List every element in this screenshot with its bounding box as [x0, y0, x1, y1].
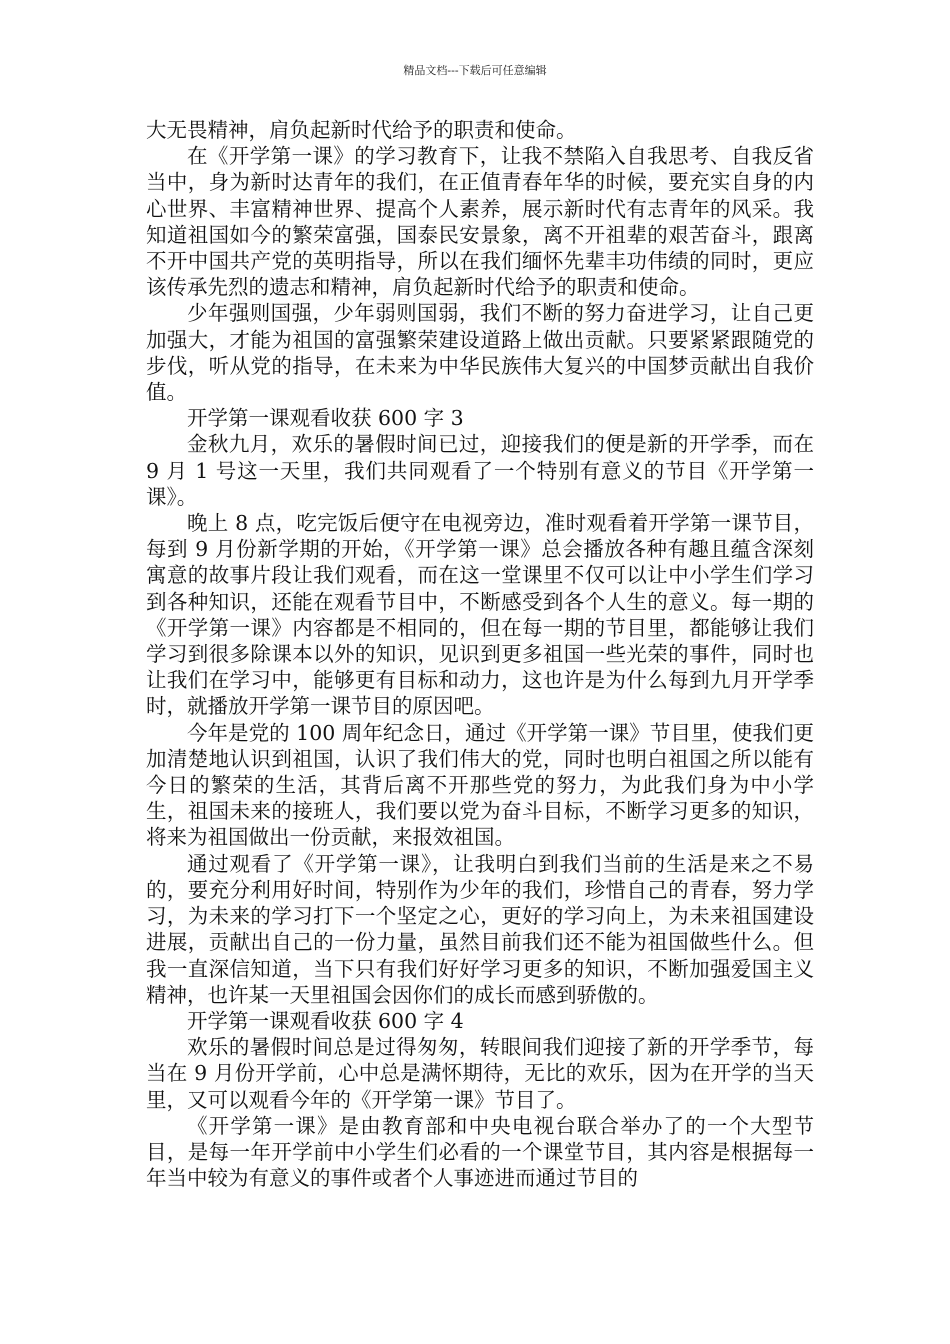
section-heading: 开学第一课观看收获 600 字 4 [187, 1008, 464, 1033]
paragraph: 《开学第一课》是由教育部和中央电视台联合举办了的一个大型节目，是每一年开学前中小学生们必看的一个课堂节目，其内容是根据每一年当中较为有意义的事件或者个人事迹进而通过节目的 [146, 1113, 814, 1191]
paragraph: 通过观看了《开学第一课》，让我明白到我们当前的生活是来之不易的，要充分利用好时间，特别作为少年的我们，珍惜自己的青春，努力学习，为未来的学习打下一个坚定之心，更好的学习向上，为未来祖国建设进展，贡献出自己的一份力量，虽然目前我们还不能为祖国做些什么。但我一直深信知道，当下只有我们好好学习更多的知识，不断加强爱国主义精神，也许某一天里祖国会因你们的成长而感到骄傲的。 [146, 851, 814, 1007]
paragraph: 少年强则国强，少年弱则国弱，我们不断的努力奋进学习，让自己更加强大，才能为祖国的富强繁荣建设道路上做出贡献。只要紧紧跟随党的步伐，听从党的指导，在未来为中华民族伟大复兴的中国梦贡献出自我价值。 [146, 301, 814, 405]
paragraph: 金秋九月，欢乐的暑假时间已过，迎接我们的便是新的开学季，而在 9 月 1 号这一天里，我们共同观看了一个特别有意义的节目《开学第一课》。 [146, 432, 814, 509]
paragraph: 欢乐的暑假时间总是过得匆匆，转眼间我们迎接了新的开学季节，每当在 9 月份开学前，心中总是满怀期待，无比的欢乐，因为在开学的当天里，又可以观看今年的《开学第一课》节目了。 [146, 1035, 814, 1112]
section-heading: 开学第一课观看收获 600 字 3 [187, 406, 464, 431]
paragraph: 在《开学第一课》的学习教育下，让我不禁陷入自我思考、自我反省当中，身为新时达青年的我们，在正值青春年华的时候，要充实自身的内心世界、丰富精神世界、提高个人素养，展示新时代有志青年的风采。我知道祖国如今的繁荣富强，国泰民安景象，离不开祖辈的艰苦奋斗，跟离不开中国共产党的英明指导，所以在我们缅怀先辈丰功伟绩的同时，更应该传承先烈的遗志和精神，肩负起新时代给予的职责和使命。 [146, 144, 814, 300]
paragraph: 晚上 8 点，吃完饭后便守在电视旁边，准时观看着开学第一课节目，每到 9 月份新学期的开始，《开学第一课》总会播放各种有趣且蕴含深刻寓意的故事片段让我们观看，而在这一堂课里不仅可以让中小学生们学习到各种知识，还能在观看节目中，不断感受到各个人生的意义。每一期的《开学第一课》内容都是不相同的，但在每一期的节目里，都能够让我们学习到很多除课本以外的知识，见识到更多祖国一些光荣的事件，同时也让我们在学习中，能够更有目标和动力，这也许是为什么每到九月开学季时，就播放开学第一课节目的原因吧。 [146, 511, 814, 719]
page-header: 精品文档---下载后可任意编辑 [403, 64, 547, 77]
document-body [146, 117, 814, 1191]
paragraph: 今年是党的 100 周年纪念日，通过《开学第一课》节目里，使我们更加清楚地认识到祖国，认识了我们伟大的党，同时也明白祖国之所以能有今日的繁荣的生活，其背后离不开那些党的努力，为此我们身为中小学生，祖国未来的接班人，我们要以党为奋斗目标，不断学习更多的知识，将来为祖国做出一份贡献，来报效祖国。 [146, 720, 814, 850]
paragraph: 大无畏精神，肩负起新时代给予的职责和使命。 [146, 118, 577, 142]
